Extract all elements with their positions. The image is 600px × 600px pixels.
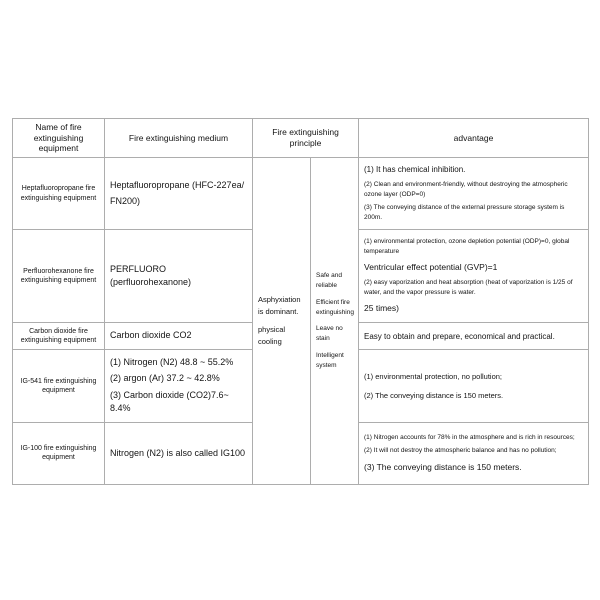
advantage-line: (1) environmental protection, ozone depletion potential (ODP)=0, global temperature (364, 238, 570, 255)
medium-line: FN200) (110, 196, 141, 207)
header-advantage: advantage (359, 119, 589, 158)
advantage-line: Ventricular effect potential (GVP)=1 (364, 262, 498, 272)
advantage-line: (1) Nitrogen accounts for 78% in the atmosphere and is rich in resources; (364, 433, 575, 441)
row-medium (105, 422, 253, 484)
fire-equipment-table-container (12, 118, 588, 485)
header-medium: Fire extinguishing medium (105, 119, 253, 158)
medium-line: Heptafluoropropane (HFC-227ea/ (110, 179, 245, 190)
fire-equipment-table (12, 118, 589, 485)
row-equipment-name: Heptafluoropropane fire extinguishing equipment (13, 157, 105, 229)
row-medium (105, 230, 253, 323)
row-advantage (359, 230, 589, 323)
advantage-line: (2) Clean and environment-friendly, without destroying the atmospheric ozone layer (ODP=0) (364, 181, 568, 198)
row-equipment-name: IG-100 fire extinguishing equipment (13, 422, 105, 484)
principle-features (311, 157, 359, 484)
feature-intelligent (316, 351, 353, 371)
advantage-line: (2) The conveying distance is 150 meters. (364, 390, 504, 400)
principle-line-2: physical cooling (258, 324, 286, 346)
advantage-line: (1) environmental protection, no pollution; (364, 371, 503, 381)
row-advantage (359, 349, 589, 422)
row-advantage: Easy to obtain and prepare, economical and practical. (359, 323, 589, 350)
advantage-line: 25 times) (364, 303, 399, 314)
row-equipment-name: Carbon dioxide fire extinguishing equipment (13, 323, 105, 350)
feature-line: extinguishing (316, 308, 354, 316)
feature-line: Efficient fire (316, 298, 350, 306)
row-medium (105, 349, 253, 422)
advantage-line: (2) easy vaporization and heat absorption (heat of vaporization is 1/25 of water, and the vapor pressure is water. (364, 279, 573, 296)
row-advantage (359, 422, 589, 484)
header-principle: Fire extinguishing principle (253, 119, 359, 158)
advantage-line: (1) It has chemical inhibition. (364, 164, 466, 174)
row-equipment-name: Perfluorohexanone fire extinguishing equipment (13, 230, 105, 323)
principle-main (253, 157, 311, 484)
medium-line: Nitrogen (N2) is also called IG100 (110, 447, 246, 458)
row-medium (105, 157, 253, 229)
medium-line: (1) Nitrogen (N2) 48.8 ~ 55.2% (110, 356, 234, 367)
feature-line: Intelligent (316, 351, 344, 359)
feature-no-stain: Leave no stain (316, 325, 343, 343)
header-equipment: Name of fire extinguishing equipment (13, 119, 105, 158)
row-advantage (359, 157, 589, 229)
advantage-line: (3) The conveying distance is 150 meters. (364, 461, 522, 472)
medium-line: Carbon dioxide CO2 (110, 330, 192, 341)
feature-line: reliable (316, 282, 337, 290)
table-row (13, 157, 589, 229)
advantage-line: (2) It will not destroy the atmospheric balance and has no pollution; (364, 447, 557, 455)
feature-line: Safe and (316, 272, 343, 280)
medium-line: (2) argon (Ar) 37.2 ~ 42.8% (110, 373, 220, 384)
row-equipment-name: IG-541 fire extinguishing equipment (13, 349, 105, 422)
table-header-row (13, 119, 589, 158)
feature-line: system (316, 361, 337, 369)
advantage-line: (3) The conveying distance of the external pressure storage system is 200m. (364, 204, 565, 221)
medium-line: (3) Carbon dioxide (CO2)7.6~ 8.4% (110, 389, 229, 414)
medium-line: PERFLUORO (perfluorohexanone) (110, 263, 192, 288)
feature-efficient (316, 298, 353, 318)
row-medium (105, 323, 253, 350)
feature-safe-reliable (316, 271, 353, 291)
principle-line-1: Asphyxiation is dominant. (258, 294, 301, 316)
